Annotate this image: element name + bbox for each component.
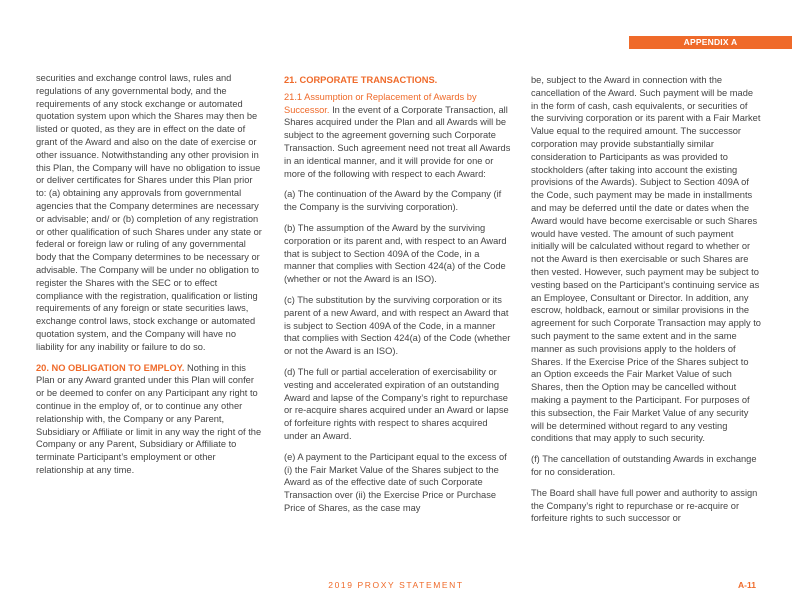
paragraph-board-power: The Board shall have full power and authority to assign the Company’s right to repurchase or re-acquire or forfeiture rights to such successor or (531, 487, 758, 524)
footer-title: 2019 PROXY STATEMENT (328, 580, 464, 590)
section-21-1 (284, 91, 512, 181)
section-21-1-body: In the event of a Corporate Transaction, all Shares acquired under the Plan and all Awards will be subject to the agreement governing such Corporate Transaction. Such agreement need not treat all Awards in an identical manner, and it will provide for one or more of the following with respect to each Award: (284, 104, 511, 179)
clause-e-continued: be, subject to the Award in connection with the cancellation of the Award. Such payment will be made in the form of cash, cash equivalents, or securities of the surviving corporation or its parent with a Fair Market Value equal to the required amount. The successor corporation may provide substantially similar consideration to Participants as was provided to stockholders (after taking into account the existing provisions of the Awards). Subject to Section 409A of the Code, such payment may be made in installments and may be deferred until the date or dates when the Award would have become exercisable or such Shares would have vested. The amount of such payment initially will be calculated without regard to whether or not the Award is then exercisable or such Shares are then vested. However, such payment may be subject to vesting based on the Participant’s continuing service as an Employee, Consultant or Director. In addition, any escrow, holdback, earnout or similar provisions in the agreement for such Corporate Transaction may apply to such payment to the same extent and in the same manner as such provisions apply to the holders of Shares. If the Exercise Price of the Shares subject to an Option exceeds the Fair Market Value of such Shares, then the Option may be cancelled without making a payment to the Participant. For purposes of this subsection, the Fair Market Value of any security will be determined without regard to any vesting conditions that may apply to such security. (531, 75, 761, 444)
section-20-body: Nothing in this Plan or any Award granted under this Plan will confer or be deemed to confer on any Participant any right to continue in the employ of, or to continue any other relationship with, the Company or any Parent, Subsidiary or Affiliate or limit in any way the right of the Company or any Parent, Subsidiary or Affiliate to terminate Participant’s employment or other relationship at any time. (36, 362, 262, 475)
column-left (36, 72, 264, 485)
section-20-heading: 20. NO OBLIGATION TO EMPLOY. (36, 362, 185, 373)
column-middle (284, 74, 512, 523)
clause-c: (c) The substitution by the surviving corporation or its parent of a new Award, and with respect an Award that is subject to Section 409A of the Code, in a manner that complies with Section 424(a) of the Code (whether or not the Award is an ISO). (284, 294, 511, 357)
paragraph-securities-laws: securities and exchange control laws, rules and regulations of any governmental body, and the requirements of any stock exchange or automated quotation system upon which the Shares may then be listed or quoted, as they are in effect on the date of grant of the Award and also on the date of exercise or other issuance. Notwithstanding any other provision in this Plan, the Company will have no obligation to issue or deliver certificates for Shares under this Plan prior to: (a) obtaining any approvals from governmental agencies that the Company determines are necessary or advisable; and/ or (b) completion of any registration or other qualification of such Shares under any state or federal or foreign law or ruling of any governmental body that the Company determines to be necessary or advisable. The Company will be under no obligation to register the Shares with the SEC or to effect compliance with the registration, qualification or listing requirements of any foreign or state securities laws, exchange control laws, stock exchange or automated quotation system, and the Company will have no liability for any inability or failure to do so. (36, 73, 262, 352)
clause-e: (e) A payment to the Participant equal to the excess of (i) the Fair Market Value of the Shares subject to the Award as of the effective date of such Corporate Transaction over (ii) the Exercise Price or Purchase Price of Shares, as the case may (284, 451, 507, 513)
clause-a: (a) The continuation of the Award by the Company (if the Company is the surviving corporation). (284, 189, 502, 213)
section-21-heading: 21. CORPORATE TRANSACTIONS. (284, 75, 438, 85)
column-right (531, 74, 761, 533)
clause-d: (d) The full or partial acceleration of exercisability or vesting and accelerated expiration of an outstanding Award and lapse of the Company’s right to repurchase or re-acquire shares acquired under an Award or lapse of forfeiture rights with respect to shares acquired under an Award. (284, 366, 509, 441)
section-21-1-heading: 21.1 Assumption or Replacement of Awards by Successor. (284, 91, 477, 115)
appendix-label: APPENDIX A (629, 36, 792, 49)
page-number: A-11 (738, 580, 756, 590)
clause-f: (f) The cancellation of outstanding Awards in exchange for no consideration. (531, 454, 757, 477)
section-20 (36, 362, 264, 477)
clause-b: (b) The assumption of the Award by the surviving corporation or its parent and, with respect to an Award that is subject to Section 409A of the Code, in a manner that complies with Section 424(a) of the Code (whether or not the Award is an ISO). (284, 222, 507, 285)
